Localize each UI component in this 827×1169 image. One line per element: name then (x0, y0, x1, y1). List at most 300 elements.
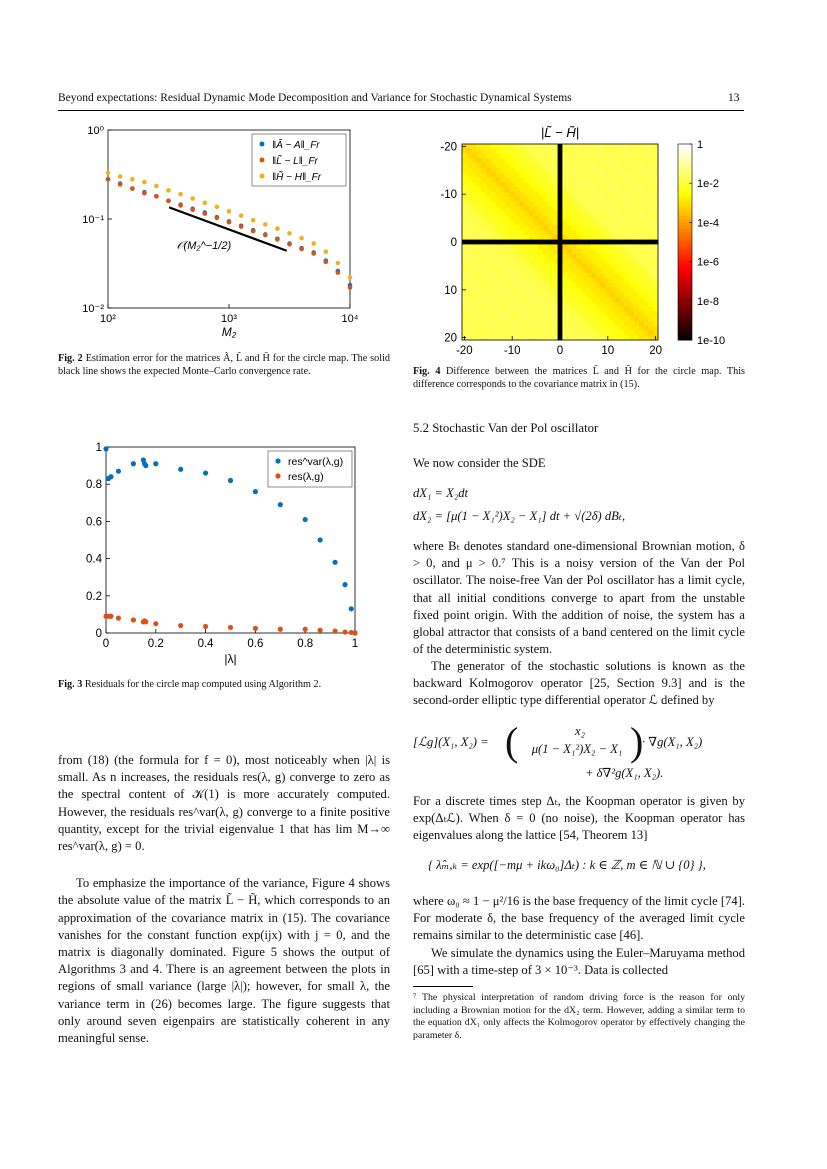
fig4-cell (648, 268, 653, 273)
fig4-cell (510, 259, 515, 264)
fig4-cell (605, 278, 610, 283)
fig4-cell (495, 302, 500, 307)
fig4-cell (495, 220, 500, 225)
fig4-cell (462, 182, 467, 187)
fig4-colorbar-segment (678, 167, 692, 171)
fig4-cell (472, 197, 477, 202)
fig4-cell (476, 177, 481, 182)
fig2-caption (58, 352, 390, 379)
fig4-cell (601, 254, 606, 259)
fig4-cell (601, 168, 606, 173)
fig4-cell (610, 230, 615, 235)
fig4-cell (610, 168, 615, 173)
fig4-cell (543, 235, 548, 240)
fig4-cell (596, 278, 601, 283)
fig4-cell (495, 259, 500, 264)
fig4-cell (634, 225, 639, 230)
fig4-cell (505, 283, 510, 288)
fig4-cell (648, 158, 653, 163)
fig4-cell (629, 264, 634, 269)
fig4-cell (500, 192, 505, 197)
fig4-cell (629, 144, 634, 149)
fig4-cell (615, 187, 620, 192)
fig4-cell (634, 240, 639, 245)
fig4-cell (605, 316, 610, 321)
fig2-legend (252, 134, 346, 186)
fig4-cell (505, 249, 510, 254)
fig4-cell (567, 235, 572, 240)
fig4-cell (601, 321, 606, 326)
fig4-cell (467, 201, 472, 206)
fig4-cell (615, 158, 620, 163)
fig4-cell (548, 235, 553, 240)
fig2-point-2 (251, 218, 256, 223)
fig4-cell (515, 173, 520, 178)
fig4-cell (558, 330, 563, 335)
fig4-cell (629, 330, 634, 335)
fig4-cell (639, 283, 644, 288)
fig4-cell (567, 201, 572, 206)
fig4-cell (476, 216, 481, 221)
fig4-cell (639, 177, 644, 182)
fig4-cell (620, 316, 625, 321)
fig4-cell (591, 182, 596, 187)
fig4-cell (472, 330, 477, 335)
fig2-point-2 (106, 171, 111, 176)
fig4-cell (538, 201, 543, 206)
fig4-cell (467, 144, 472, 149)
fig4-cell (620, 197, 625, 202)
fig4-cell (567, 311, 572, 316)
fig4-cell (620, 330, 625, 335)
fig4-cell (562, 292, 567, 297)
fig4-cell (462, 307, 467, 312)
fig4-cell (605, 307, 610, 312)
fig4-cell (486, 201, 491, 206)
fig4-cell (596, 187, 601, 192)
fig4-cell (510, 249, 515, 254)
fig4-cell (500, 182, 505, 187)
fig4-cell (495, 168, 500, 173)
fig4-caption-label: Fig. 4 (413, 366, 441, 377)
fig4-cell (534, 249, 539, 254)
fig3-point-1 (178, 623, 183, 628)
fig4-cell (553, 330, 558, 335)
fig4-cell (472, 254, 477, 259)
fig4-cell (601, 197, 606, 202)
fig4-cell (543, 197, 548, 202)
fig4-cell (548, 144, 553, 149)
fig4-cell (486, 259, 491, 264)
fig4-cell (558, 192, 563, 197)
fig3-caption (58, 678, 390, 691)
fig4-cell (620, 297, 625, 302)
fig4-cell (548, 154, 553, 159)
fig4-cell (634, 173, 639, 178)
fig4-cell (648, 163, 653, 168)
fig4-cell (500, 249, 505, 254)
fig4-cell (472, 302, 477, 307)
fig4-cell (500, 163, 505, 168)
fig4-cell (577, 168, 582, 173)
fig4-cell (629, 297, 634, 302)
fig4-cell (596, 154, 601, 159)
fig4-colorbar-segment (678, 213, 692, 217)
fig4-cell (610, 326, 615, 331)
fig2-point-1 (130, 186, 135, 191)
fig4-cell (562, 321, 567, 326)
fig4-cell (610, 144, 615, 149)
equation-generator-line2: + δ∇²g(X₁, X₂). (585, 766, 664, 780)
fig4-cell (639, 311, 644, 316)
fig4-colorbar-segment (678, 242, 692, 246)
fig4-cell (634, 249, 639, 254)
fig4-cell (495, 197, 500, 202)
fig4-cell (481, 326, 486, 331)
fig4-cell (524, 273, 529, 278)
fig4-cell (519, 158, 524, 163)
fig4-cell (519, 321, 524, 326)
fig4-cell (462, 235, 467, 240)
fig2-x-label: M₂ (221, 325, 237, 339)
fig4-cell (553, 321, 558, 326)
fig4-cell (625, 292, 630, 297)
fig4-cell (625, 311, 630, 316)
fig4-cell (519, 254, 524, 259)
fig4-cell (601, 192, 606, 197)
fig4-cell (558, 259, 563, 264)
fig4-cell (572, 225, 577, 230)
fig4-cell (648, 206, 653, 211)
fig4-cell (577, 316, 582, 321)
fig4-cell (629, 154, 634, 159)
fig4-cell (620, 173, 625, 178)
fig2-point-2 (178, 192, 183, 197)
fig4-cell (462, 316, 467, 321)
fig4-cell (500, 201, 505, 206)
fig4-cell (577, 321, 582, 326)
fig4-cell (591, 154, 596, 159)
fig4-cell (515, 326, 520, 331)
fig4-cell (596, 302, 601, 307)
fig4-cell (582, 240, 587, 245)
fig4-cell (529, 192, 534, 197)
fig4-cell (543, 144, 548, 149)
fig4-cell (467, 249, 472, 254)
fig4-cell (553, 201, 558, 206)
fig4-cell (543, 168, 548, 173)
fig4-colorbar-segment (678, 160, 692, 164)
fig4-cell (515, 254, 520, 259)
fig2-point-1 (299, 247, 304, 252)
fig4-cell (648, 259, 653, 264)
fig4-cell (639, 307, 644, 312)
fig4-cell (644, 321, 649, 326)
fig4-cell (629, 182, 634, 187)
fig4-cell (462, 206, 467, 211)
fig2-point-2 (203, 201, 208, 206)
fig4-cell (582, 283, 587, 288)
fig4-cell (515, 216, 520, 221)
fig4-cell (519, 311, 524, 316)
fig4-cell (529, 158, 534, 163)
fig4-cell (543, 192, 548, 197)
fig4-cell (524, 268, 529, 273)
fig4-cell (519, 273, 524, 278)
fig4-cell (524, 187, 529, 192)
fig4-cell (486, 206, 491, 211)
fig4-cell (644, 163, 649, 168)
fig4-cell (534, 287, 539, 292)
fig4-cell (467, 287, 472, 292)
fig4-cell (543, 287, 548, 292)
fig4-cell (605, 292, 610, 297)
fig4-cell (639, 187, 644, 192)
fig4-cell (505, 259, 510, 264)
fig4-cell (472, 201, 477, 206)
fig4-cell (553, 225, 558, 230)
fig4-cell (519, 287, 524, 292)
fig4-cell (500, 292, 505, 297)
fig4-cell (572, 268, 577, 273)
fig4-cell (591, 283, 596, 288)
fig4-cell (529, 268, 534, 273)
fig2-point-2 (336, 261, 341, 266)
fig4-cell (486, 211, 491, 216)
fig4-cell (610, 173, 615, 178)
fig4-cell (476, 283, 481, 288)
fig4-cell (491, 307, 496, 312)
fig4-cell (586, 230, 591, 235)
fig4-cell (596, 182, 601, 187)
fig4-cell (486, 273, 491, 278)
fig4-cell (505, 163, 510, 168)
fig4-cell (572, 259, 577, 264)
fig4-cell (500, 177, 505, 182)
fig4-cell (634, 330, 639, 335)
fig4-cell (481, 264, 486, 269)
fig4-cell (472, 206, 477, 211)
fig4-cell (500, 264, 505, 269)
fig4-colorbar-segment (678, 200, 692, 204)
fig4-cell (500, 173, 505, 178)
fig4-cell (553, 220, 558, 225)
fig4-cell (582, 330, 587, 335)
fig4-cell (524, 287, 529, 292)
fig4-cell (601, 316, 606, 321)
fig4-cell (620, 206, 625, 211)
fig4-cell (553, 326, 558, 331)
fig4-cell (625, 182, 630, 187)
fig4-cell (601, 292, 606, 297)
fig4-cell (519, 173, 524, 178)
fig4-cell (591, 149, 596, 154)
fig4-cell (620, 326, 625, 331)
fig4-cell (491, 259, 496, 264)
fig4-cell (639, 220, 644, 225)
fig4-cell (538, 216, 543, 221)
fig4-cell (591, 264, 596, 269)
fig2-point-2 (299, 236, 304, 241)
fig4-cell (524, 192, 529, 197)
fig4-cell (529, 316, 534, 321)
fig4-cell (582, 163, 587, 168)
fig4-cell (491, 158, 496, 163)
fig4-cell (591, 177, 596, 182)
fig4-cell (519, 144, 524, 149)
fig4-cell (615, 173, 620, 178)
fig4-cell (582, 316, 587, 321)
fig4-colorbar-segment (678, 320, 692, 324)
fig4-cell (529, 264, 534, 269)
fig4-cell (486, 230, 491, 235)
fig4-cell (495, 311, 500, 316)
fig4-cell (558, 278, 563, 283)
fig4-cell (572, 211, 577, 216)
fig4-cell (510, 326, 515, 331)
fig4-cell (591, 273, 596, 278)
fig4-cell (558, 297, 563, 302)
fig4-cell (610, 211, 615, 216)
fig4-x-tick-label: 0 (556, 345, 564, 357)
fig4-cell (577, 268, 582, 273)
fig4-cell (572, 287, 577, 292)
fig4-cell (462, 273, 467, 278)
fig3-point-0 (153, 461, 158, 466)
fig4-cell (562, 330, 567, 335)
fig4-cell (572, 216, 577, 221)
fig4-caption (413, 365, 745, 392)
fig4-cell (629, 197, 634, 202)
fig4-cell (476, 201, 481, 206)
fig4-cell (577, 259, 582, 264)
fig4-cell (553, 249, 558, 254)
fig4-cell (605, 168, 610, 173)
fig4-cell (582, 297, 587, 302)
fig4-cell (462, 225, 467, 230)
fig4-cell (582, 182, 587, 187)
fig4-cell (534, 297, 539, 302)
fig4-cell (519, 211, 524, 216)
fig4-cell (500, 144, 505, 149)
fig3-point-1 (116, 616, 121, 621)
fig2-point-2 (263, 222, 268, 227)
fig4-cell (610, 177, 615, 182)
fig4-cell (543, 264, 548, 269)
fig4-cell (586, 187, 591, 192)
fig4-cell (625, 259, 630, 264)
fig4-cell (529, 273, 534, 278)
fig3-x-label: |λ| (224, 652, 237, 666)
fig4-cell (486, 216, 491, 221)
fig4-cell (591, 201, 596, 206)
fig4-cell (481, 287, 486, 292)
fig4-cell (586, 173, 591, 178)
fig4-cell (529, 201, 534, 206)
fig4-cell (515, 316, 520, 321)
fig4-cell (582, 201, 587, 206)
fig4-cell (505, 144, 510, 149)
fig4-colorbar-segment (678, 193, 692, 197)
fig4-cell (634, 201, 639, 206)
fig4-cell (639, 264, 644, 269)
fig4-cell (462, 230, 467, 235)
fig4-x-tick-label: -20 (456, 345, 473, 357)
fig3-point-0 (228, 478, 233, 483)
fig4-cell (596, 273, 601, 278)
fig4-cell (558, 168, 563, 173)
fig4-cell (495, 187, 500, 192)
fig4-cell (553, 154, 558, 159)
fig4-cell (519, 264, 524, 269)
fig4-cell (481, 192, 486, 197)
fig4-cell (538, 330, 543, 335)
fig4-cell (467, 220, 472, 225)
fig4-cell (582, 244, 587, 249)
fig4-cell (625, 177, 630, 182)
fig4-cell (491, 201, 496, 206)
fig3-point-0 (349, 606, 354, 611)
fig4-title: |L̃ − H̃| (540, 125, 580, 140)
fig4-cell (500, 220, 505, 225)
fig4-cell (529, 283, 534, 288)
running-title: Beyond expectations: Residual Dynamic Mode Decomposition and Variance for Stochastic Dynamical Systems (58, 92, 572, 104)
fig4-cell (596, 254, 601, 259)
fig4-cell (620, 158, 625, 163)
header-rule (58, 110, 744, 111)
fig4-cell (553, 235, 558, 240)
fig4-cell (472, 268, 477, 273)
fig4-cell (534, 182, 539, 187)
fig3-point-1 (203, 624, 208, 629)
fig4-cell (472, 177, 477, 182)
fig4-cell (505, 297, 510, 302)
fig4-cell (567, 163, 572, 168)
fig4-cell (491, 264, 496, 269)
fig4-cell (639, 287, 644, 292)
fig4-cell (615, 297, 620, 302)
fig4-cell (548, 163, 553, 168)
fig4-cell (472, 154, 477, 159)
fig4-cell (586, 149, 591, 154)
fig4-cell (615, 154, 620, 159)
fig4-cell (529, 330, 534, 335)
fig4-cell (495, 326, 500, 331)
fig2-point-2 (311, 241, 316, 246)
fig3-y-tick-label: 0.4 (86, 553, 102, 566)
fig4-cell (577, 163, 582, 168)
fig4-cell (548, 307, 553, 312)
fig4-cell (601, 235, 606, 240)
fig4-cell (476, 249, 481, 254)
fig4-cell (529, 326, 534, 331)
fig2-point-2 (324, 249, 329, 254)
fig4-cell (534, 254, 539, 259)
fig4-cell (567, 254, 572, 259)
fig4-cell (524, 254, 529, 259)
fig4-cell (462, 177, 467, 182)
fig3-point-0 (253, 489, 258, 494)
fig4-cell (505, 206, 510, 211)
fig3-point-0 (303, 517, 308, 522)
fig4-cell (495, 192, 500, 197)
fig3-point-1 (153, 621, 158, 626)
fig4-cell (596, 144, 601, 149)
fig3-x-tick-label: 0.8 (297, 638, 314, 650)
footnote: ⁷ The physical interpretation of random driving force is the reason for only including a Brownian motion for the dX₂ term. However, adding a similar term to the equation dX₁ only affects the Kolmogorov operator by effectively changing the parameter δ. (413, 992, 745, 1041)
right-paragraph-2: The generator of the stochastic solutions is known as the backward Kolmogorov operator [25, Section 9.3] and is the second-order elliptic type differential operator ℒ defined by (413, 659, 745, 708)
fig4-cell (500, 321, 505, 326)
